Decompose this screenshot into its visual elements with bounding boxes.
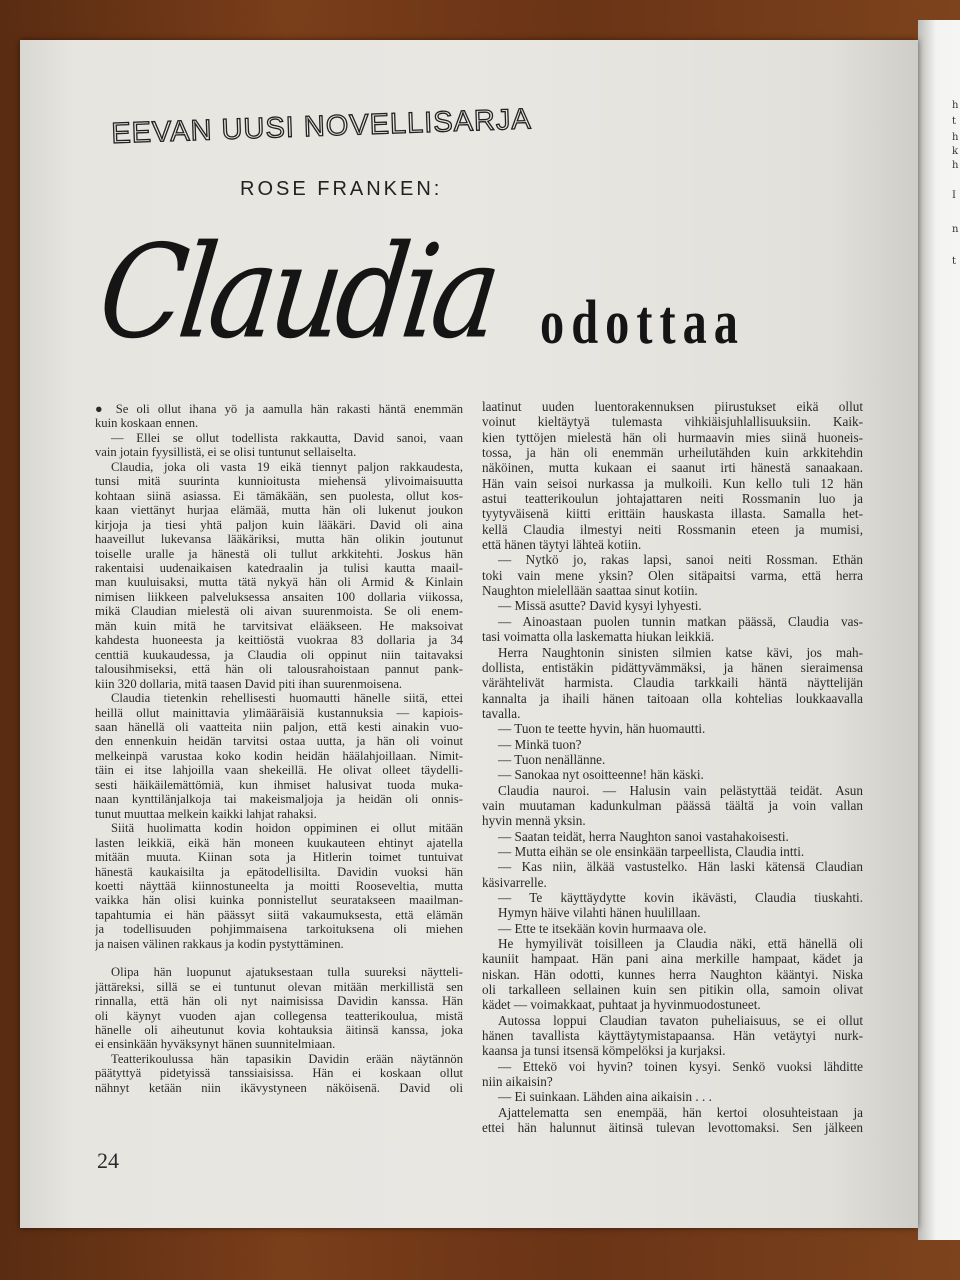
text-line: kaansa ja tunsi itsensä kömpelöksi ja kurjaksi. [482, 1043, 726, 1059]
next-page-fragment: t [952, 256, 957, 267]
text-line: mitään muuta. Kiinan sota ja Hitlerin toimet tuntuivat [95, 850, 463, 865]
text-line: kien tyttöjen mielestä hän oli hurmaavin mies siinä huoneis- [482, 429, 863, 445]
text-line: tavalla. [482, 705, 521, 721]
next-page-fragment: h [952, 132, 959, 143]
paragraph [482, 399, 863, 552]
paragraph [482, 890, 863, 905]
text-line: kellä Claudia ilmestyi neiti Rossmanin eteen ja mumisi, [482, 521, 863, 537]
text-line: haaveillut lukevansa lääkäriksi, mutta hän olikin joutunut [95, 532, 463, 547]
text-line: Claudia, joka oli vasta 19 eikä tiennyt paljon rakkaudesta, [111, 459, 463, 474]
text-line: Olipa hän luopunut ajatuksestaan tulla suureksi näytteli- [111, 965, 463, 980]
text-line: Hän vain seisoi nurkassa ja mulkoili. Kun kello tuli 12 hän [482, 475, 863, 491]
text-line: ei ensinkään hyväksynyt hänen suunnitelmiaan. [95, 1037, 336, 1052]
text-line: — Ette te itsekään kovin hurmaava ole. [498, 920, 707, 936]
text-line: vain jotain fyysillistä, ei se olisi tuntunut sellaiselta. [95, 445, 357, 460]
paragraph [482, 721, 863, 736]
paragraph [482, 1059, 863, 1090]
next-page-fragment: n [952, 224, 959, 235]
text-line: hänelle oli aiheutunut kovia kohtauksia äitinsä kanssa, joka [95, 1023, 463, 1038]
right-text-column [482, 399, 863, 1136]
text-line: Claudia tietenkin rehellisesti huomautti hänelle siitä, ettei [111, 691, 463, 706]
text-line: — Ellei se ollut todellista rakkautta, David sanoi, vaan [111, 430, 463, 445]
next-page-fragment: h [952, 100, 959, 111]
text-line: — Kas niin, älkää vastustelko. Hän laski kätensä Claudian [498, 859, 863, 875]
text-line: kaan viettänyt hurjaa elämää, mutta hän oli lukenut joukon [95, 503, 463, 518]
paragraph [95, 965, 463, 1052]
text-line: Ajattelematta sen enempää, hän kertoi olosuhteistaan ja [498, 1104, 863, 1120]
paragraph [95, 1052, 463, 1095]
next-page-fragment: k [952, 146, 959, 157]
text-line: tunut muuttaa melkein kaikki lahjat rahaksi. [95, 806, 317, 821]
text-line: käsivarrelle. [482, 874, 547, 890]
paragraph [95, 402, 463, 431]
text-line: heillä ollut mainittavia ylimääräisiä kustannuksia — kapiois- [95, 705, 463, 720]
text-line: nimisen liikkeen palveluksessa ansaiten 100 dollaria viikossa, [95, 589, 463, 604]
story-title-script: Claudia [91, 218, 503, 368]
next-page-edge [918, 20, 960, 1240]
paragraph [482, 783, 863, 829]
text-line: — Saatan teidät, herra Naughton sanoi vastahakoisesti. [498, 828, 789, 844]
text-line: nähnyt ketään niin ikävystyneen näköisenä. David oli [95, 1080, 463, 1095]
text-line: hänen tavallista käyttäytymistapaansa. Hän vetäytyi nurk- [482, 1028, 863, 1044]
text-line: melkeinpä varustaa koko kodin heidän häälahjoillaan. Nimit- [95, 748, 463, 763]
text-line: näköinen, mutta kukaan ei saanut irti hänestä sanaakaan. [482, 460, 863, 476]
text-line: — Ei suinkaan. Lähden aina aikaisin . . . [498, 1089, 712, 1105]
text-line: tyytyväisenä kiitti erittäin hauskasta illasta. Samalla het- [482, 506, 863, 522]
text-line: hänestä kaukaisilta ja epätodellisilta. Davidin vuoksi hän [95, 864, 463, 879]
text-line: — Ettekö voi hyvin? toinen kysyi. Senkö vuoksi lähditte [498, 1058, 863, 1074]
paragraph [482, 552, 863, 598]
text-line: kahdesta huoneesta ja keittiöstä vuokraa 83 dollaria ja 34 [95, 633, 463, 648]
text-line: rakentaisi uudenaikaisen katedraalin ja tulisi kautta maail- [95, 560, 463, 575]
text-line: den ennenkuin heidän tarvitsi ostaa uutta, ja hän oli voinut [95, 734, 463, 749]
text-line: — Tuon nenällänne. [498, 751, 606, 767]
text-line: dollista, entistäkin pidättyvämmäksi, ja hänen sieraimensa [482, 659, 863, 675]
paragraph [95, 691, 463, 821]
text-line: kauniit hampaat. Hän pani aina merkille hampaat, kädet ja [482, 951, 863, 967]
paragraph [482, 1013, 863, 1059]
text-line: kirjoja ja tiesi yhtä paljon kuin lääkäri. David oli aina [95, 517, 463, 532]
text-line: hyvin mennä yksin. [482, 813, 586, 829]
text-line: tapahtumia ei hän päässyt siitä vakaumuksesta, että elämän [95, 907, 463, 922]
paragraph [482, 598, 863, 613]
paragraph [482, 859, 863, 890]
text-line: Teatterikoulussa hän tapasikin Davidin erään näytännön [111, 1051, 463, 1066]
text-line: ettei hän halunnut äitinsä tulevan levottomaksi. Sen jälkeen [482, 1120, 863, 1136]
paragraph [482, 614, 863, 645]
next-page-fragment: t [952, 116, 957, 127]
text-line: tossa, ja hän oli enemmän urheilutähden kuin arkkitehdin [482, 445, 863, 461]
text-line: Siitä huolimatta kodin hoidon oppiminen ei ollut mitään [111, 821, 463, 836]
page-number: 24 [97, 1148, 119, 1173]
paragraph [95, 460, 463, 691]
text-line: toiselle uralle ja hänestä oli tullut arkkitehti. Joskus hän [95, 546, 463, 561]
text-line: — Nytkö jo, rakas lapsi, sanoi neiti Rossman. Ethän [498, 552, 863, 568]
text-line: saan hänellä oli vaatteita niin paljon, että kesti ainakin vuo- [95, 719, 463, 734]
text-line: astui teatterikoulun johtajattaren neiti Rossmanin luo ja [482, 491, 863, 507]
author-byline: ROSE FRANKEN: [240, 178, 443, 200]
paragraph [482, 936, 863, 1013]
paragraph [482, 767, 863, 782]
paragraph [482, 645, 863, 722]
text-line: voinut kieltäytyä tulemasta vihkiäisjuhlallisuuksiin. Kaik- [482, 414, 863, 430]
text-line: — Minkä tuon? [498, 736, 582, 752]
text-line: lasten leikkiä, eikä hän moneen kuukauteen ehtinyt ajatella [95, 835, 463, 850]
text-line: — Tuon te teette hyvin, hän huomautti. [498, 721, 706, 737]
text-line: kädet — voimakkaat, puhtaat ja hyvinmuodostuneet. [482, 997, 761, 1013]
text-line: että hänen täytyi lähteä kotiin. [482, 537, 642, 553]
text-line: ● Se oli ollut ihana yö ja aamulla hän rakasti häntä enemmän [95, 402, 463, 416]
text-line: tasi voimatta olla laskematta hiukan leikkiä. [482, 629, 715, 645]
text-line: talousihmiseksi, että hän oli talousrahoistaan pannut pank- [95, 662, 463, 677]
text-line: niskan. Hän odotti, kunnes herra Naughton kääntyi. Niska [482, 966, 863, 982]
text-line: sesti häikäilemättömiä, kun ihmiset halusivat tuoda muka- [95, 777, 463, 792]
text-line: vaikka hän olisi kuinka ponnistellut seuratakseen maailman- [95, 893, 463, 908]
paragraph [482, 1105, 863, 1136]
text-line: mikä Claudian mielestä oli aivan suurenmoista. Se oli enem- [95, 604, 463, 619]
paragraph [482, 921, 863, 936]
text-line: — Mutta eihän se ole ensinkään tarpeellista, Claudia intti. [498, 843, 805, 859]
next-page-fragment: I [952, 190, 956, 201]
paragraph [482, 844, 863, 859]
text-line: — Te käyttäydytte kovin ikävästi, Claudia tiuskahti. [498, 890, 863, 905]
text-line: kohtaan siinä asiassa. Ei tämäkään, sen puolesta, ollut kos- [95, 488, 463, 503]
text-line: män kuin mitä he tarvitsivat elääkseen. He maksoivat [95, 618, 463, 633]
text-line: kannalta ja ihaili hänen taitoaan olla kohtelias loukkaavalla [482, 690, 863, 706]
text-line: laatinut uuden luentorakennuksen piirustukset eikä ollut [482, 399, 863, 414]
text-line: niin aikaisin? [482, 1074, 553, 1090]
text-line: toki vain mene yksin? Olen sitäpaitsi varma, että herra [482, 567, 863, 583]
paragraph [482, 752, 863, 767]
paragraph [482, 1089, 863, 1104]
text-line: rinnalla, että hän oli nyt naimisissa Davidin kanssa. Hän [95, 994, 463, 1009]
text-line: päätyttyä pidetyissä tanssiaisissa. Hän ei koskaan ollut [95, 1066, 463, 1081]
next-page-fragment: h [952, 160, 959, 171]
text-line: tunsi mitä suurinta kunnioitusta miehensä ylivoimaisuutta [95, 474, 463, 489]
text-line: man kuuluisaksi, mutta tätä nykyä hän oli Armid & Kinlain [95, 575, 463, 590]
text-line: kiin 320 dollaria, mitä taasen David piti ihan suurenmoisena. [95, 676, 403, 691]
paragraph [482, 737, 863, 752]
story-title-bold: odottaa [540, 289, 745, 357]
text-line: ja naisen välinen rakkaus ja kodin pystyttäminen. [95, 936, 344, 951]
text-line: Autossa loppui Claudian tavaton puheliaisuus, se ei ollut [498, 1012, 863, 1028]
text-line: — Sanokaa nyt osoitteenne! hän käski. [498, 767, 704, 783]
text-line: He hymyilivät toisilleen ja Claudia näki, että hänellä oli [498, 936, 863, 952]
left-text-column [95, 402, 463, 1095]
text-line: naan kynttilänjalkoja tai makeismaljoja ja heidän oli onnis- [95, 792, 463, 807]
text-line: Naughton mielellään saattaa sinut kotiin. [482, 583, 698, 599]
text-line: värähtelivät harmista. Claudia tarkkaili häntä näyttelijän [482, 675, 863, 691]
series-heading: EEVAN UUSI NOVELLISARJA [110, 103, 533, 151]
text-line: — Missä asutte? David kysyi lyhyesti. [498, 598, 702, 614]
text-line: Hymyn häive vilahti hänen huulillaan. [498, 905, 701, 921]
text-line: — Ainoastaan puolen tunnin matkan päässä, Claudia vas- [498, 613, 863, 629]
text-line: jättäreksi, sillä se ei tuntunut olevan mitään merkillistä sen [95, 979, 463, 994]
text-line: Claudia nauroi. — Halusin vain pelästyttää teidät. Asun [498, 782, 863, 798]
text-line: oli tarkalleen sellainen kuin sen pitikin olla, samoin olivat [482, 982, 863, 998]
paragraph [482, 829, 863, 844]
text-line: koetti näyttää kiinnostuneelta ja moitti Rooseveltia, mutta [95, 878, 463, 893]
paragraph [95, 821, 463, 951]
text-line: oli käynyt vuoden ajan collegensa teatterikoulua, mistä [95, 1008, 463, 1023]
text-line: ja todellisuuden pohjimmaisena tarkoituksena oli miehen [95, 922, 463, 937]
paragraph [95, 431, 463, 460]
text-line: Herra Naughtonin sinisten silmien katse kävi, jos mah- [498, 644, 863, 660]
text-line: kuin koskaan ennen. [95, 416, 199, 431]
text-line: täin ei itse lahjoilla vaan shekeillä. He olivat olleet täydelli- [95, 763, 463, 778]
paragraph [482, 905, 863, 920]
text-line: centtiä kuukaudessa, ja Claudia oli oppinut niin taitavaksi [95, 647, 463, 662]
text-line: vain muutaman kadunkulman päässä täältä ja voin vallan [482, 797, 863, 813]
